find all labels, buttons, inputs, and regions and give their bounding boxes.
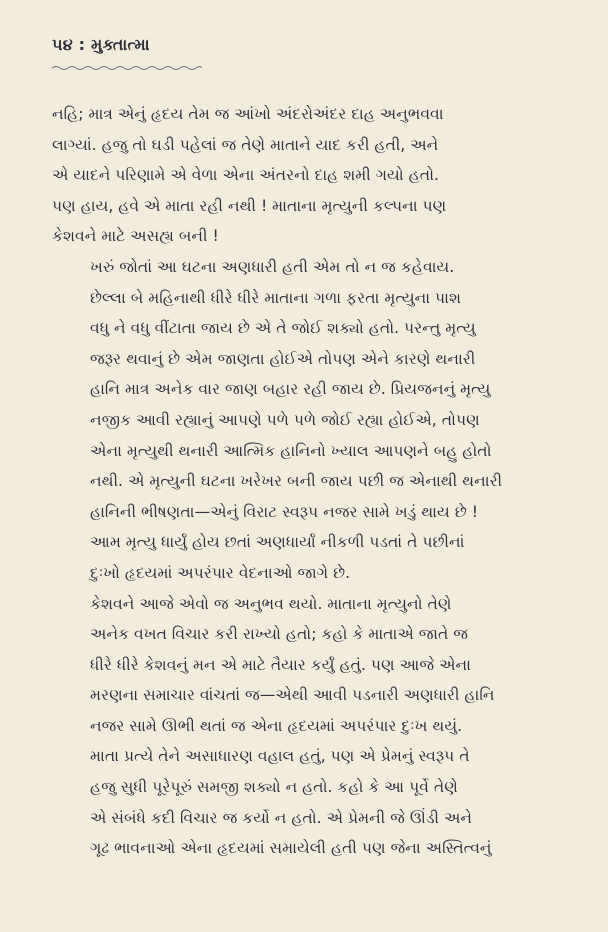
- text-line: નથી. એ મૃત્યુની ઘટના ખરેખર બની જાય પછી જ એનાથી થનારી: [90, 472, 503, 491]
- text-line: કેશવને આજે એવો જ અનુભવ થયો. માતાના મૃત્યુનો તેણે: [90, 594, 452, 613]
- body-text: [52, 99, 568, 864]
- text-line: પણ હાય, હવે એ માતા રહી નથી ! માતાના મૃત્યુની કલ્પના પણ: [52, 196, 447, 215]
- text-line: ગૂઢ ભાવનાઓ એના હૃદયમાં સમાયેલી હતી પણ જેના અસ્તિત્વનું: [90, 839, 492, 858]
- paragraph-3: [52, 589, 568, 864]
- text-line: મરણના સમાચાર વાંચતાં જ—એથી આવી પડનારી અણધારી હાનિ: [90, 686, 495, 705]
- text-line: હાનિ માત્ર અનેક વાર જાણ બહાર રહી જાય છે. પ્રિયજનનું મૃત્યુ: [90, 380, 491, 399]
- text-line: કેશવને માટે અસહ્ય બની !: [52, 227, 219, 246]
- text-line: ધીરે ધીરે કેશવનું મન એ માટે તૈયાર કર્યું હતું. પણ આજે એના: [90, 655, 471, 674]
- text-line: લાગ્યાં. હજુ તો ઘડી પહેલાં જ તેણે માતાને યાદ કરી હતી, અને: [52, 135, 439, 154]
- text-line: જરૂર થવાનું છે એમ જાણતા હોઈએ તોપણ એને કારણે થનારી: [90, 349, 476, 368]
- running-head-rule: [52, 65, 202, 71]
- text-line: છેલ્લા બે મહિનાથી ધીરે ધીરે માતાના ગળા ફરતા મૃત્યુના પાશ: [90, 288, 461, 307]
- text-line: નજીક આવી રહ્યાનું આપણે પળે પળે જોઈ રહ્યા હોઈએ, તોપણ: [90, 410, 480, 429]
- paragraph-2: [52, 252, 568, 589]
- text-line: હજુ સુધી પૂરેપૂરું સમજી શક્યો ન હતો. કહો કે આ પૂર્વે તેણે: [90, 778, 458, 797]
- paragraph-1: [52, 99, 568, 252]
- text-line: અનેક વખત વિચાર કરી રાખ્યો હતો; કહો કે માતાએ જાતે જ: [90, 625, 469, 644]
- text-line: ખરું જોતાં આ ઘટના અણધારી હતી એમ તો ન જ કહેવાય.: [90, 257, 455, 276]
- text-line: એ સંબંધે કદી વિચાર જ કર્યો ન હતો. એ પ્રેમની જે ઊંડી અને: [90, 808, 473, 827]
- running-head: ૫૪ : મુક્તાત્મા: [52, 35, 150, 54]
- text-line: હાનિની ભીષણતા—એનું વિરાટ સ્વરૂપ નજર સામે ખડું થાય છે !: [90, 502, 478, 521]
- text-line: એના મૃત્યુથી થનારી આત્મિક હાનિનો ખ્યાલ આપણને બહુ હોતો: [90, 441, 492, 460]
- text-line: નજર સામે ઊભી થતાં જ એના હૃદયમાં અપરંપાર દુઃખ થયું.: [90, 716, 463, 735]
- text-line: નહિ; માત્ર એનું હૃદય તેમ જ આંખો અંદરોઅંદર દાહ અનુભવવા: [52, 105, 444, 123]
- text-line: દુઃખો હૃદયમાં અપરંપાર વેદનાઓ જાગે છે.: [90, 563, 351, 582]
- text-line: માતા પ્રત્યે તેને અસાધારણ વહાલ હતું, પણ એ પ્રેમનું સ્વરૂપ તે: [90, 747, 470, 766]
- text-line: વધુ ને વધુ વીંટાતા જાય છે એ તે જોઈ શક્યો હતો. પરન્તુ મૃત્યુ: [90, 319, 476, 338]
- text-line: આમ મૃત્યુ ધાર્યું હોય છતાં અણધાર્યાં નીકળી પડતાં તે પછીનાં: [90, 533, 465, 552]
- text-line: એ યાદને પરિણામે એ વેળા એના અંતરનો દાહ શમી ગયો હતો.: [52, 166, 439, 185]
